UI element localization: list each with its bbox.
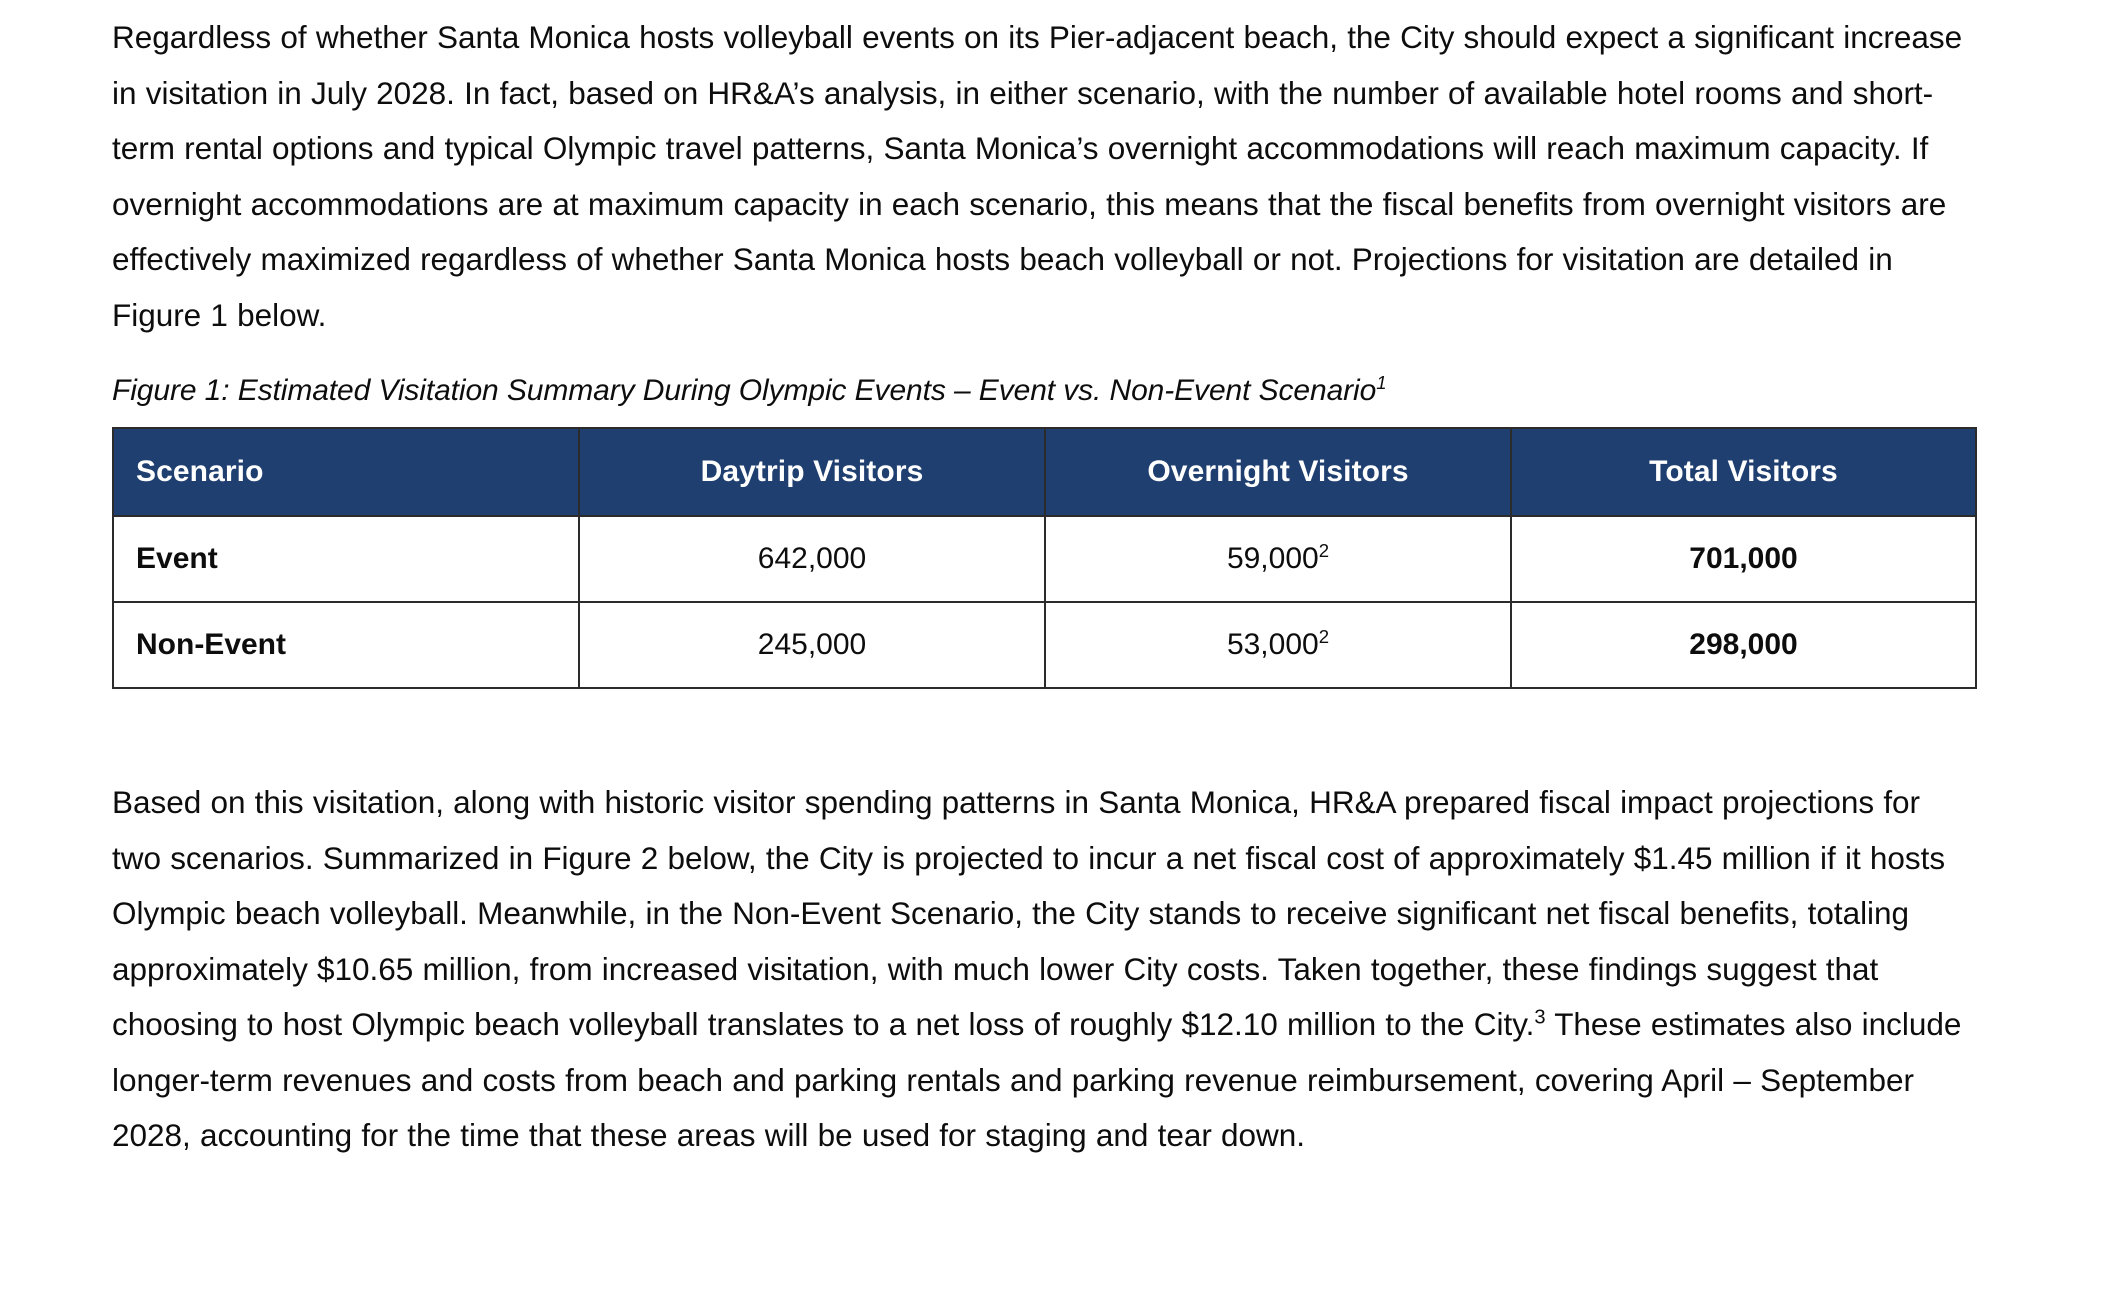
figure-1-caption: [112, 369, 1977, 427]
intro-paragraph: Regardless of whether Santa Monica hosts volleyball events on its Pier-adjacent beach, the City should expect a significant increase in visitation in July 2028. In fact, based on HR&A’s analysis, in either scenario, with the number of available hotel rooms and short-term rental options and typical Olympic travel patterns, Santa Monica’s overnight accommodations will reach maximum capacity. If overnight accommodations are at maximum capacity in each scenario, this means that the fiscal benefits from overnight visitors are effectively maximized regardless of whether Santa Monica hosts beach volleyball or not. Projections for visitation are detailed in Figure 1 below.: [112, 19, 1963, 333]
column-header-overnight-visitors: Overnight Visitors: [1045, 428, 1511, 516]
fiscal-impact-paragraph: [112, 775, 1977, 1164]
cell-overnight-visitors-non-event-value: 53,000: [1226, 628, 1319, 661]
fiscal-impact-paragraph-part-two: These estimates also include longer-term revenues and costs from beach and parking rentals and parking revenue reimbursement, covering April – September 2028, accounting for the time that these areas will be used for staging and tear down.: [112, 1006, 1962, 1153]
column-header-total-visitors: Total Visitors: [1511, 428, 1976, 516]
column-header-daytrip-visitors: Daytrip Visitors: [579, 428, 1045, 516]
cell-overnight-visitors-non-event-footnote-marker: 2: [1318, 626, 1330, 647]
table-row: [113, 516, 1976, 602]
table-paragraph-spacer: [112, 689, 1977, 775]
figure-1-caption-text: Figure 1: Estimated Visitation Summary During Olympic Events – Event vs. Non-Event Scenario: [112, 374, 1377, 407]
table-header: [113, 428, 1976, 516]
cell-scenario-non-event: Non-Event: [113, 602, 579, 688]
cell-total-visitors-event: 701,000: [1511, 516, 1976, 602]
cell-overnight-visitors-event-footnote-marker: 2: [1318, 540, 1330, 561]
visitation-summary-table: [112, 427, 1977, 689]
cell-overnight-visitors-non-event: [1045, 602, 1511, 688]
table-body: [113, 516, 1976, 688]
page-content-column: [112, 0, 1977, 1164]
cell-overnight-visitors-event-value: 59,000: [1226, 542, 1319, 575]
cell-daytrip-visitors-event: 642,000: [579, 516, 1045, 602]
fiscal-impact-footnote-marker: 3: [1534, 1006, 1546, 1029]
table-row: [113, 602, 1976, 688]
figure-1-caption-footnote-marker: 1: [1376, 372, 1387, 393]
cell-daytrip-visitors-non-event: 245,000: [579, 602, 1045, 688]
cell-overnight-visitors-event: [1045, 516, 1511, 602]
table-header-row: [113, 428, 1976, 516]
paragraph-table-spacer: [112, 343, 1977, 369]
cell-scenario-event: Event: [113, 516, 579, 602]
fiscal-impact-paragraph-part-one: Based on this visitation, along with historic visitor spending patterns in Santa Monica, HR&A prepared fiscal impact projections for two scenarios. Summarized in Figure 2 below, the City is projected to incur a net fiscal cost of approximately $1.45 million if it hosts Olympic beach volleyball. Meanwhile, in the Non-Event Scenario, the City stands to receive significant net fiscal benefits, totaling approximately $10.65 million, from increased visitation, with much lower City costs. Taken together, these findings suggest that choosing to host Olympic beach volleyball translates to a net loss of roughly $12.10 million to the City.: [112, 784, 1946, 1042]
cell-total-visitors-non-event: 298,000: [1511, 602, 1976, 688]
column-header-scenario: Scenario: [113, 428, 579, 516]
